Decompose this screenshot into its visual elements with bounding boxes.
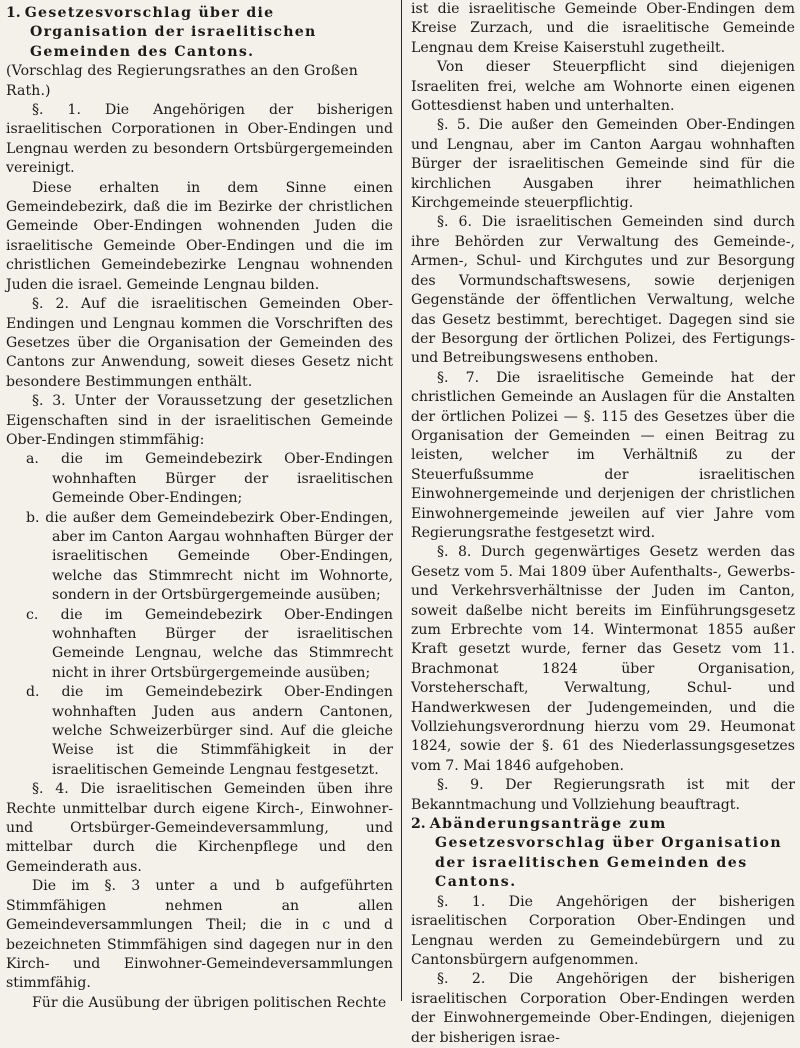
title-text: Gesetzesvorschlag über die Organisation der israelitischen Gemeinden des Cantons. bbox=[24, 5, 317, 60]
amendment-section-2: §. 2. Die Angehörigen der bisherigen israelitischen Corporation Ober-Endingen werden der Einwohnergemeinde Ober-Endingen, diejenigen der bisherigen israe- bbox=[411, 971, 795, 1046]
heading-number: 2. bbox=[411, 816, 426, 833]
section-3-item-b: b. die außer dem Gemeindebezirk Ober-Endingen, aber im Canton Aargau wohnhaften Bürger der israelitischen Gemeinde Ober-Endingen, welche das Stimmrecht nicht im Wohnorte, sondern in der Ortsbürgergemeinde ausüben; bbox=[26, 509, 393, 604]
section-6: §. 6. Die israelitischen Gemeinden sind durch ihre Behörden zur Verwaltung des Gemeinde-, Armen-, Schul- und Kirchgutes und zur Besorgung des Vormundschaftswesens, sowie derjenigen Gegenstände der öffentlichen Verwaltung, welche das Gesetz bestimmt, berechtiget. Dagegen sind sie der Besorgung der örtlichen Polizei, des Fertigungs- und Betreibungswesens enthoben. bbox=[411, 214, 795, 367]
section-1-paragraph-2: Diese erhalten in dem Sinne einen Gemeindebezirk, daß die im Bezirke der christlichen Gemeinde Ober-Endingen wohnenden Juden die israelitische Gemeinde Ober-Endingen und die im christlichen Gemeindebezirke Lengnau wohnenden Juden die israel. Gemeinde Lengnau bilden. bbox=[6, 179, 393, 293]
section-1: §. 1. Die Angehörigen der bisherigen israelitischen Corporationen in Ober-Endingen und Lengnau werden zu besondern Ortsbürgergemeinden vereinigt. bbox=[6, 102, 393, 177]
law-proposal-title bbox=[6, 4, 393, 62]
section-2: §. 2. Auf die israelitischen Gemeinden Ober-Endingen und Lengnau kommen die Vorschriften des Gesetzes über die Organisation der Gemeinden des Cantons zur Anwendung, soweit dieses Gesetz nicht besondere Bestimmungen enthält. bbox=[6, 296, 393, 390]
section-5: §. 5. Die außer den Gemeinden Ober-Endingen und Lengnau, aber im Canton Aargau wohnhaften Bürger der israelitischen Gemeinde sind für die kirchlichen Ausgaben ihrer heimathlichen Kirchgemeinde steuerpflichtig. bbox=[411, 117, 795, 212]
tax-exemption-paragraph: Von dieser Steuerpflicht sind diejenigen Israeliten frei, welche am Wohnorte einen eigenen Gottesdienst haben und unterhalten. bbox=[411, 59, 795, 115]
title-number: 1. bbox=[6, 5, 21, 21]
section-7: §. 7. Die israelitische Gemeinde hat der christlichen Gemeinde an Auslagen für die Anstalten der örtlichen Polizei — §. 115 des Gesetzes über die Organisation der Gemeinden — einen Beitrag zu leisten, welcher im Verhältniß zu der Steuerfußsumme der israelitischen Einwohnergemeinde und derjenigen der christlichen Einwohnergemeinde jeweilen auf vier Jahre vom Regierungsrathe festgesetzt wird. bbox=[411, 369, 795, 541]
amendment-section-1: §. 1. Die Angehörigen der bisherigen israelitischen Corporation Ober-Endingen und Lengnau werden zu Gemeindebürgern und zu Cantonsbürgern aufgenommen. bbox=[411, 893, 795, 968]
section-4-paragraph-2: Die im §. 3 unter a und b aufgeführten Stimmfähigen nehmen an allen Gemeindeversammlungen Theil; die in c und d bezeichneten Stimmfähigen sind dagegen nur in den Kirch- und Einwohner-Gemeindeversammlungen stimmfähig. bbox=[6, 878, 393, 992]
continued-paragraph: ist die israelitische Gemeinde Ober-Endingen dem Kreise Zurzach, und die israelitische Gemeinde Lengnau dem Kreise Kaiserstuhl zugetheilt. bbox=[411, 1, 795, 56]
section-3-item-c: c. die im Gemeindebezirk Ober-Endingen wohnhaften Bürger der israelitischen Gemeinde Lengnau, welche das Stimmrecht nicht in ihrer Ortsbürgergemeinde ausüben; bbox=[26, 606, 393, 681]
section-3-item-d: d. die im Gemeindebezirk Ober-Endingen wohnhaften Juden aus andern Cantonen, welche Schweizerbürger sind. Auf die gleiche Weise ist die Stimmfähigkeit in der israelitischen Gemeinde Lengnau festgesetzt. bbox=[26, 684, 393, 778]
section-8: §. 8. Durch gegenwärtiges Gesetz werden das Gesetz vom 5. Mai 1809 über Aufenthalts-, Gewerbs- und Verkehrsverhältnisse der Juden im Canton, soweit daßelbe nicht bereits im Einführungsgesetz zum Erbrechte vom 14. Wintermonat 1855 außer Kraft gesetzt wurde, ferner das Gesetz vom 11. Brachmonat 1824 über Organisation, Vorsteherschaft, Verwaltung, Schul- und Handwerkwesen der Judengemeinden, und die Vollziehungsverordnung hierzu vom 29. Heumonat 1824, sowie der §. 61 des Niederlassungsgesetzes vom 7. Mai 1846 aufgehoben. bbox=[411, 544, 795, 774]
section-9: §. 9. Der Regierungsrath ist mit der Bekanntmachung und Vollziehung beauftragt. bbox=[411, 777, 795, 813]
proposal-source-note: (Vorschlag des Regierungsrathes an den Großen Rath.) bbox=[6, 63, 358, 99]
heading-text: Abänderungsanträge zum Gesetzesvorschlag über Organisation der israelitischen Gemeinden des Cantons. bbox=[429, 816, 783, 891]
amendments-heading bbox=[411, 815, 795, 893]
section-3-item-a: a. die im Gemeindebezirk Ober-Endingen wohnhaften Bürger der israelitischen Gemeinde Ober-Endingen; bbox=[26, 451, 393, 507]
section-4: §. 4. Die israelitischen Gemeinden üben ihre Rechte unmittelbar durch eigene Kirch-, Einwohner- und Ortsbürger-Gemeindeversammlung, und mittelbar durch die Kirchenpflege und den Gemeinderath aus. bbox=[6, 781, 393, 875]
section-3: §. 3. Unter der Voraussetzung der gesetzlichen Eigenschaften sind in der israelitischen Gemeinde Ober-Endingen stimmfähig: bbox=[6, 393, 393, 448]
right-column bbox=[409, 0, 797, 1046]
column-divider bbox=[401, 0, 402, 1001]
section-4-paragraph-3: Für die Ausübung der übrigen politischen Rechte bbox=[32, 994, 387, 1011]
left-column bbox=[4, 0, 395, 1011]
